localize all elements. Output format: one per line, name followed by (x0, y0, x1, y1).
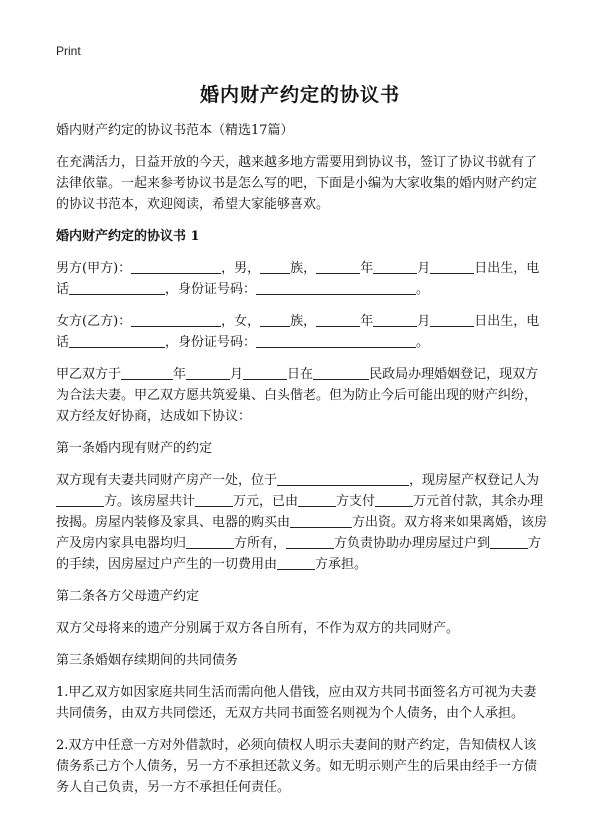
gender-text: ，男， (221, 261, 261, 276)
id-blank (256, 280, 416, 295)
phone-blank (69, 333, 165, 348)
downpayment-blank (375, 492, 413, 507)
wife-label: 女方(乙方)： (56, 314, 132, 329)
intro-paragraph: 在充满活力，日益开放的今天，越来越多地方需要用到协议书，签订了协议书就有了法律依靠。一起来参考协议书是怎么写的吧，下面是小编为大家收集的婚内财产约定的协议书范本，欢迎阅读，希望大家能够喜欢。 (56, 155, 538, 212)
price-blank (195, 492, 233, 507)
section-heading: 婚内财产约定的协议书 1 (56, 229, 200, 244)
wife-info (56, 311, 548, 353)
ethnicity-blank (260, 312, 290, 327)
year-blank (316, 312, 360, 327)
article-3-heading: 第三条婚姻存续期间的共同债务 (56, 653, 239, 668)
month-blank (373, 259, 417, 274)
year-blank (121, 365, 173, 380)
address-blank (277, 471, 409, 486)
article-3-clause-1: 1.甲乙双方如因家庭共同生活而需向他人借钱，应由双方共同书面签名方可视为夫妻共同债务，由双方共同偿还，无双方共同书面签名则视为个人债务，由个人承担。 (56, 685, 537, 721)
day-blank (243, 365, 287, 380)
text: 方承担。 (315, 557, 368, 572)
phone-text: 话 (56, 282, 70, 297)
document-title: 婚内财产约定的协议书 (199, 84, 400, 106)
fee-payer-blank (277, 555, 315, 570)
husband-label: 男方(甲方)： (56, 261, 132, 276)
text: 方支付 (336, 494, 376, 509)
month-blank (186, 365, 230, 380)
phone-blank (69, 280, 165, 295)
text: 年 (173, 367, 187, 382)
phone-text: 话 (56, 335, 70, 350)
text: 方出资。双方将来如果离婚，该房产及房内家具电器均归 (56, 515, 548, 551)
text: 民政局办理婚姻登记，现双方为合法夫妻。甲乙双方愿共筑爱巢、白头偕老。但为防止今后可能出现的财产纠纷，双方经友好协商，达成如下协议： (56, 367, 539, 424)
recipient-blank (186, 534, 234, 549)
ethnicity-text: 族， (290, 261, 317, 276)
article-1-body (56, 470, 548, 575)
text: 方。该房屋共计 (104, 494, 196, 509)
id-label: ，身份证号码： (165, 282, 257, 297)
document-body (56, 120, 548, 809)
text: 方的手续，因房屋过户产生的一切费用由 (56, 536, 542, 572)
birth-text: 日出生，电 (474, 314, 540, 329)
text: 万元首付款，其余办理按揭。房屋内装修及家具、电器的购买由 (56, 494, 544, 530)
ethnicity-text: 族， (290, 314, 317, 329)
transferee-blank (490, 534, 528, 549)
text: 双方现有夫妻共同财产房产一处，位于 (56, 473, 278, 488)
payer-blank (298, 492, 336, 507)
id-blank (256, 333, 416, 348)
text: 方所有， (234, 536, 287, 551)
article-2-body: 双方父母将来的遗产分别属于双方各自所有，不作为双方的共同财产。 (56, 621, 460, 636)
year-text: 年 (360, 314, 374, 329)
month-text: 月 (417, 314, 431, 329)
marriage-paragraph (56, 364, 548, 427)
day-blank (430, 259, 474, 274)
bureau-blank (313, 365, 369, 380)
article-3-clause-2: 2.双方中任意一方对外借款时，必须向债权人明示夫妻间的财产约定，告知债权人该债务系己方个人债务，另一方不承担还款义务。如无明示则产生的后果由经手一方债务人自己负责，另一方不承担任何责任。 (56, 738, 538, 795)
assistant-blank (286, 534, 334, 549)
name-blank (131, 259, 221, 274)
birth-text: 日出生，电 (474, 261, 540, 276)
text: 月 (230, 367, 244, 382)
article-1-heading: 第一条婚内现有财产的约定 (56, 441, 213, 456)
month-blank (373, 312, 417, 327)
year-blank (316, 259, 360, 274)
gender-text: ，女， (221, 314, 261, 329)
document-subtitle: 婚内财产约定的协议书范本（精选17篇） (56, 123, 294, 138)
ethnicity-blank (260, 259, 290, 274)
article-2-heading: 第二条各方父母遗产约定 (56, 589, 200, 604)
text: 甲乙双方于 (56, 367, 122, 382)
furnisher-blank (290, 513, 352, 528)
id-label: ，身份证号码： (165, 335, 257, 350)
text: ，现房屋产权登记人为 (409, 473, 540, 488)
year-text: 年 (360, 261, 374, 276)
day-blank (430, 312, 474, 327)
text: 万元，已由 (233, 494, 299, 509)
month-text: 月 (417, 261, 431, 276)
text: 日在 (287, 367, 314, 382)
print-link[interactable]: Print (56, 44, 81, 58)
period: 。 (416, 335, 430, 350)
name-blank (131, 312, 221, 327)
period: 。 (416, 282, 430, 297)
owner-blank (56, 492, 104, 507)
text: 方负责协助办理房屋过户到 (334, 536, 491, 551)
husband-info (56, 258, 548, 300)
